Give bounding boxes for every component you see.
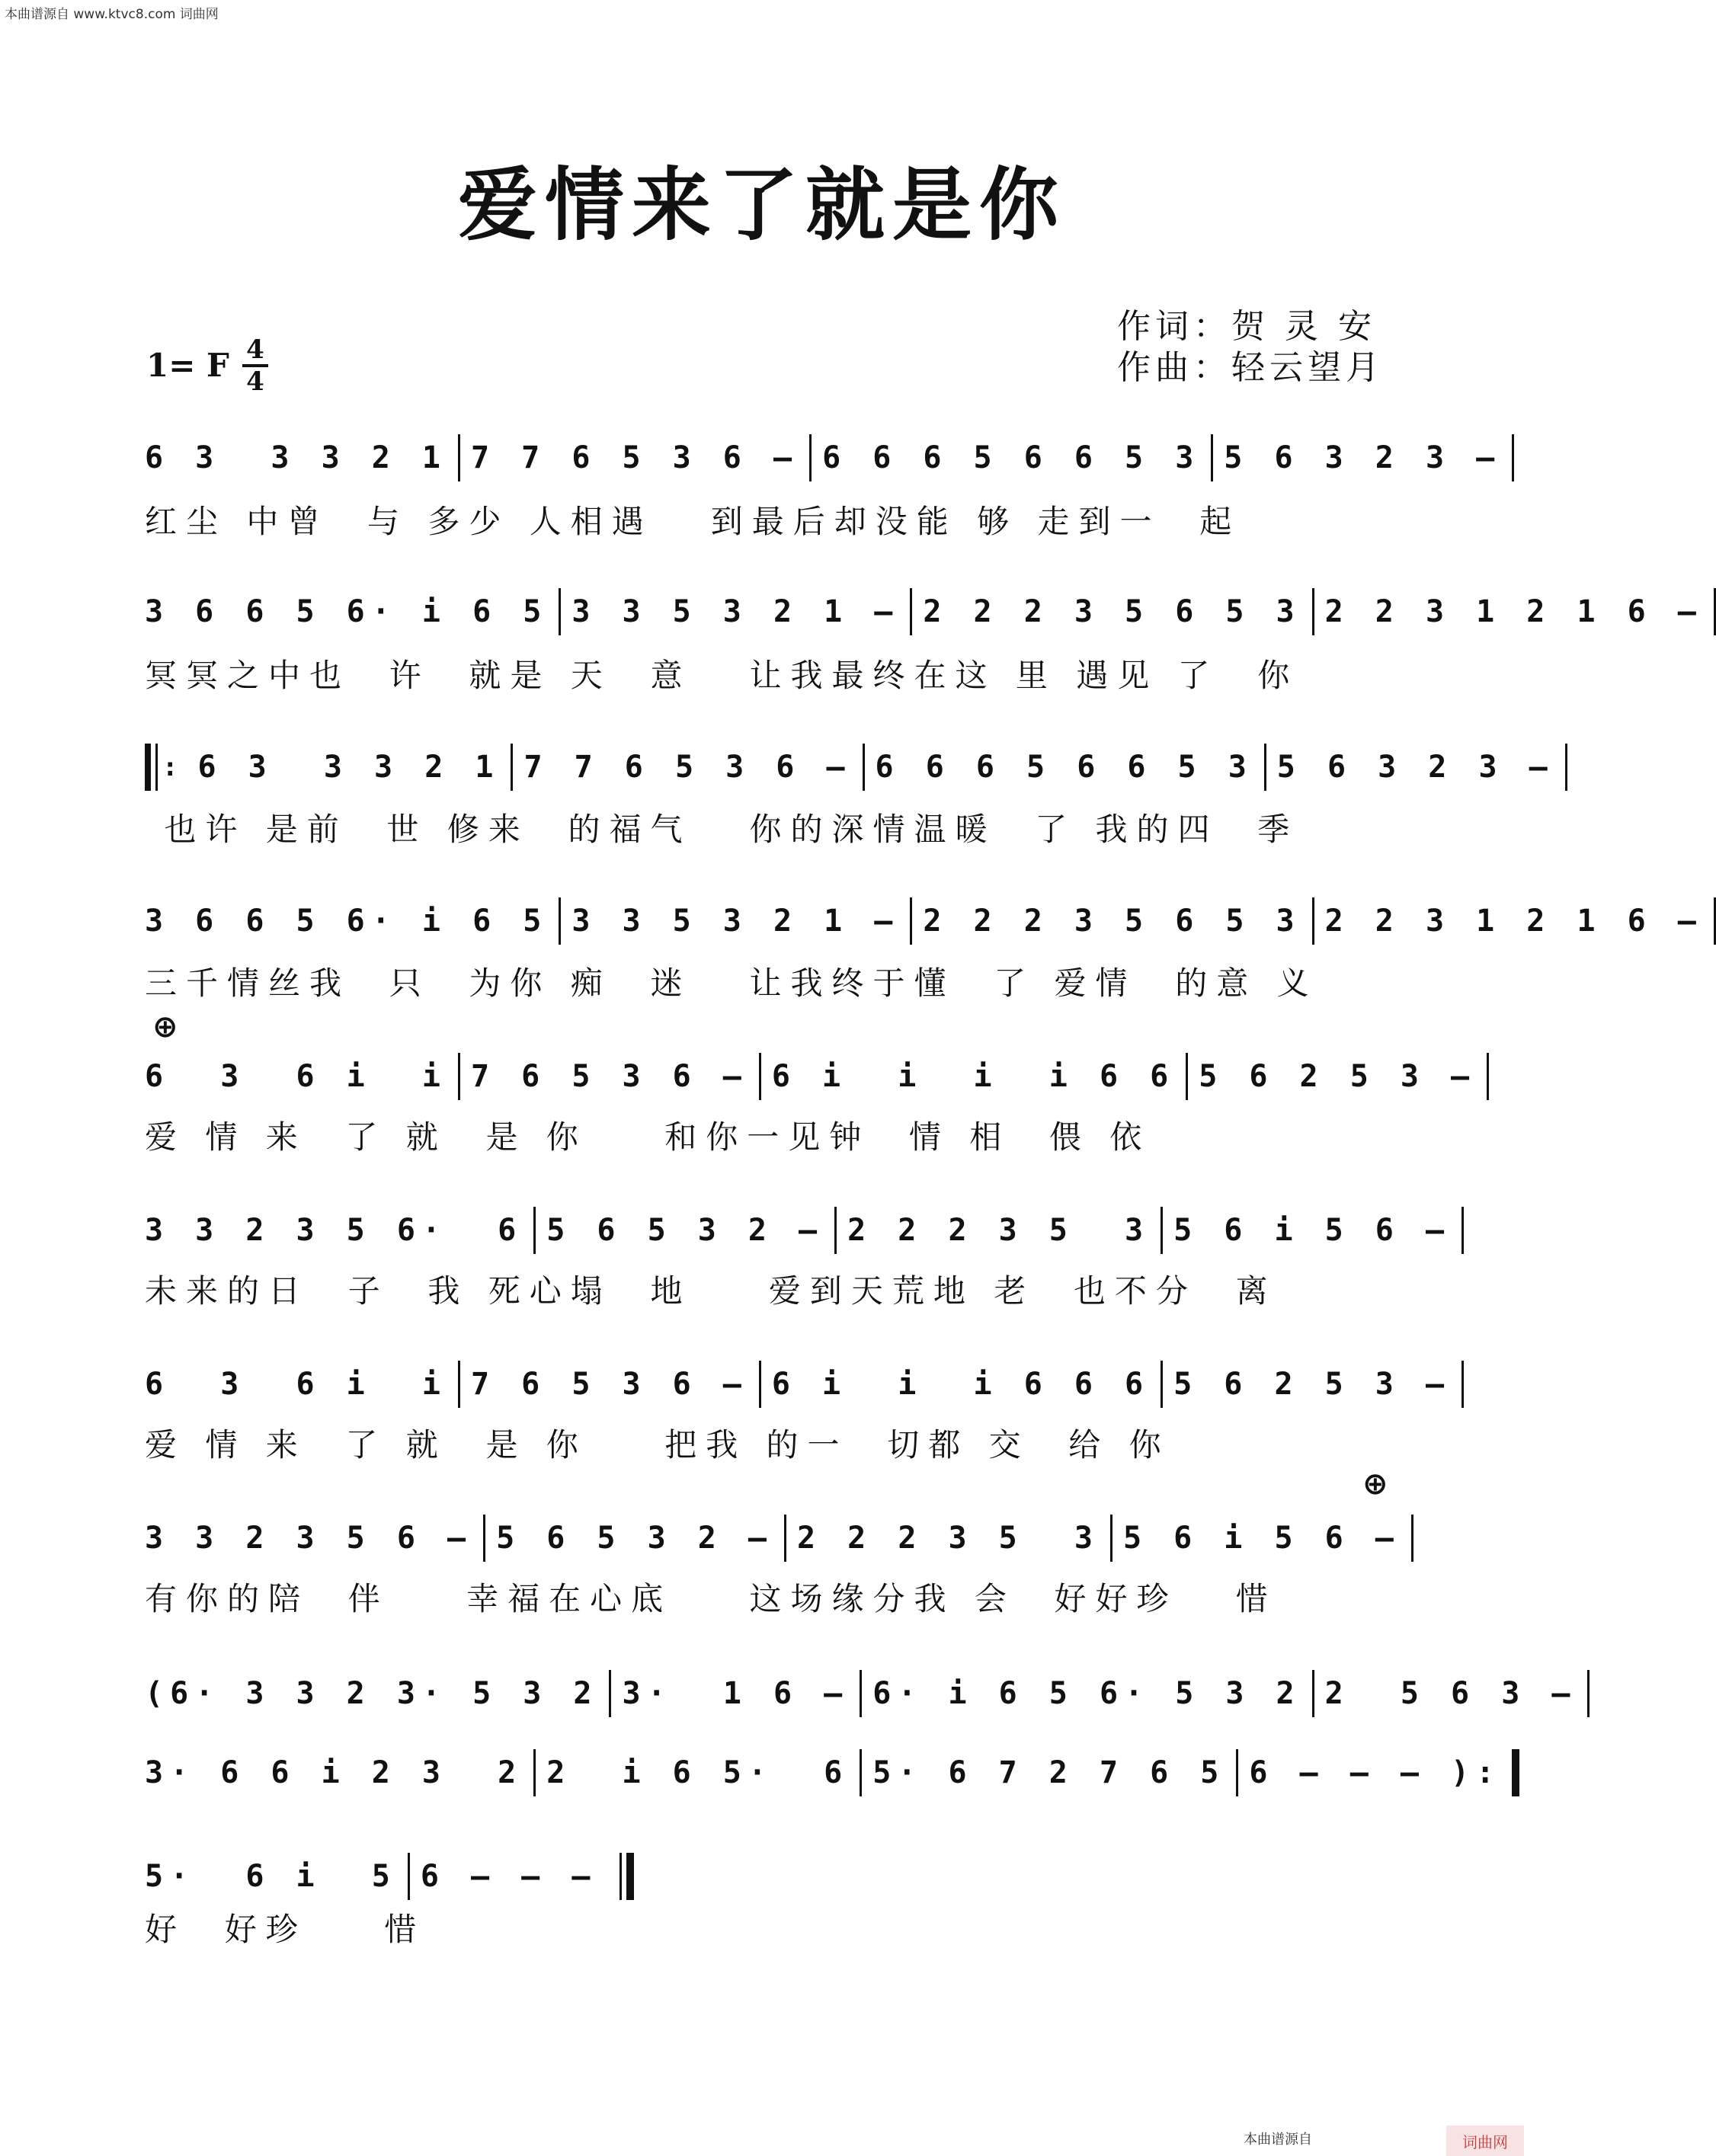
measure: 6 3 3 3 2 1 — [145, 440, 447, 475]
measure: 5· 6 7 2 7 6 5 — [872, 1755, 1226, 1790]
music-system-6 — [145, 1207, 1452, 1254]
lyricist-credit: 作词：贺 灵 安 — [1117, 307, 1376, 346]
time-signature-top: 4 — [246, 334, 264, 365]
measure: 6 i i i 6 6 6 — [771, 1367, 1151, 1402]
measure: 5 6 5 3 2 – — [496, 1521, 773, 1556]
measure: 3 6 6 5 6· i 6 5 — [145, 904, 549, 939]
source-watermark: 本曲谱源自 — [1244, 2132, 1312, 2148]
measure: 3· 1 6 – — [622, 1676, 850, 1711]
measure: 6 i i i i 6 6 — [771, 1059, 1176, 1094]
measure: 5 6 5 3 2 – — [546, 1213, 824, 1248]
measure: 6 3 3 3 2 1 — [197, 750, 501, 785]
coda-sign: ⊕ — [152, 1009, 178, 1044]
music-system-7 — [145, 1361, 1452, 1408]
measure: 2 2 2 3 5 6 5 3 — [923, 594, 1301, 629]
measure: 6 6 6 5 6 6 5 3 — [875, 750, 1253, 785]
measure: 7 6 5 3 6 – — [470, 1367, 748, 1402]
barline — [1714, 897, 1716, 945]
final-barline — [619, 1853, 634, 1900]
measure: 6 – – – ): — [1249, 1755, 1502, 1790]
music-system-5 — [145, 1053, 1477, 1100]
measure: 2 2 2 3 5 6 5 3 — [923, 904, 1301, 939]
measure: 7 7 6 5 3 6 – — [523, 750, 852, 785]
barline — [1587, 1670, 1590, 1717]
repeat-end-barline — [1512, 1749, 1519, 1796]
measure: 5 6 3 2 3 – — [1276, 750, 1554, 785]
time-signature-bottom: 4 — [246, 366, 264, 397]
barline — [1411, 1515, 1413, 1562]
barline — [1714, 588, 1716, 635]
music-system-4 — [145, 897, 1703, 945]
measure: 5 6 i 5 6 – — [1122, 1521, 1401, 1556]
music-system-1 — [145, 434, 1502, 481]
lyric-line-coda: 好 好珍 惜 — [145, 1911, 426, 1948]
site-watermark: 本曲谱源自 www.ktvc8.com 词曲网 — [5, 7, 219, 22]
barline — [1565, 744, 1567, 791]
measure: 3 3 5 3 2 1 – — [571, 904, 900, 939]
measure: 6· i 6 5 6· 5 3 2 — [872, 1676, 1301, 1711]
measure: 2 i 6 5· 6 — [546, 1755, 850, 1790]
measure: 6 – – – — [420, 1859, 597, 1894]
music-system-3 — [145, 744, 1554, 791]
lyric-line-5: 爱 情 来 了 就 是 你 和你一见钟 情 相 偎 依 — [145, 1118, 1151, 1156]
measure: 3 6 6 5 6· i 6 5 — [145, 594, 549, 629]
measure: 2 2 2 3 5 3 — [847, 1213, 1151, 1248]
lyric-line-7: 爱 情 来 了 就 是 你 把我 的一 切都 交 给 你 — [145, 1426, 1170, 1463]
song-title: 爱情来了就是你 — [457, 158, 1066, 251]
time-signature — [242, 334, 268, 397]
measure: 7 7 6 5 3 6 – — [470, 440, 799, 475]
composer-credit: 作曲：轻云望月 — [1117, 348, 1384, 387]
measure: 5· 6 i 5 — [145, 1859, 397, 1894]
site-logo: 词曲网 — [1446, 2126, 1524, 2156]
barline — [1461, 1361, 1464, 1408]
lyric-line-6: 未来的日 子 我 死心塌 地 爱到天荒地 老 也不分 离 — [145, 1272, 1277, 1310]
barline — [1487, 1053, 1489, 1100]
measure: 6 6 6 5 6 6 5 3 — [822, 440, 1201, 475]
repeat-start-sign: : — [145, 744, 178, 791]
measure: 6 3 6 i i — [145, 1059, 447, 1094]
measure: 3· 6 6 i 2 3 2 — [145, 1755, 523, 1790]
music-system-2 — [145, 588, 1703, 635]
coda-sign-jump: ⊕ — [1362, 1467, 1388, 1502]
lyric-line-3: 也许 是前 世 修来 的福气 你的深情温暖 了 我的四 季 — [145, 811, 1299, 848]
music-system-10-interlude — [145, 1749, 1502, 1796]
measure: 2 2 2 3 5 3 — [796, 1521, 1100, 1556]
key-signature: 1= F — [146, 347, 229, 384]
music-system-11-coda — [145, 1853, 597, 1900]
measure: 5 6 3 2 3 – — [1224, 440, 1502, 475]
lyric-line-4: 三千情丝我 只 为你 痴 迷 让我终于懂 了 爱情 的意 义 — [145, 964, 1318, 1002]
measure: 2 2 3 1 2 1 6 – — [1324, 594, 1703, 629]
measure: 7 6 5 3 6 – — [470, 1059, 748, 1094]
measure: 5 6 i 5 6 – — [1173, 1213, 1452, 1248]
lyric-line-8: 有你的陪 伴 幸福在心底 这场缘分我 会 好好珍 惜 — [145, 1580, 1277, 1617]
barline — [1512, 434, 1514, 481]
lyric-line-2: 冥冥之中也 许 就是 天 意 让我最终在这 里 遇见 了 你 — [145, 657, 1299, 694]
measure: 2 2 3 1 2 1 6 – — [1324, 904, 1703, 939]
measure: (6· 3 3 2 3· 5 3 2 — [145, 1676, 599, 1711]
measure: 3 3 2 3 5 6· 6 — [145, 1213, 523, 1248]
measure: 5 6 2 5 3 – — [1199, 1059, 1477, 1094]
measure: 3 3 5 3 2 1 – — [571, 594, 900, 629]
music-system-9-interlude — [145, 1670, 1577, 1717]
measure: 5 6 2 5 3 – — [1173, 1367, 1452, 1402]
measure: 6 3 6 i i — [145, 1367, 447, 1402]
barline — [1461, 1207, 1464, 1254]
music-system-8 — [145, 1515, 1401, 1562]
measure: 3 3 2 3 5 6 – — [145, 1521, 473, 1556]
lyric-line-1: 红尘 中曾 与 多少 人相遇 到最后却没能 够 走到一 起 — [145, 503, 1241, 540]
measure: 2 5 6 3 – — [1324, 1676, 1577, 1711]
